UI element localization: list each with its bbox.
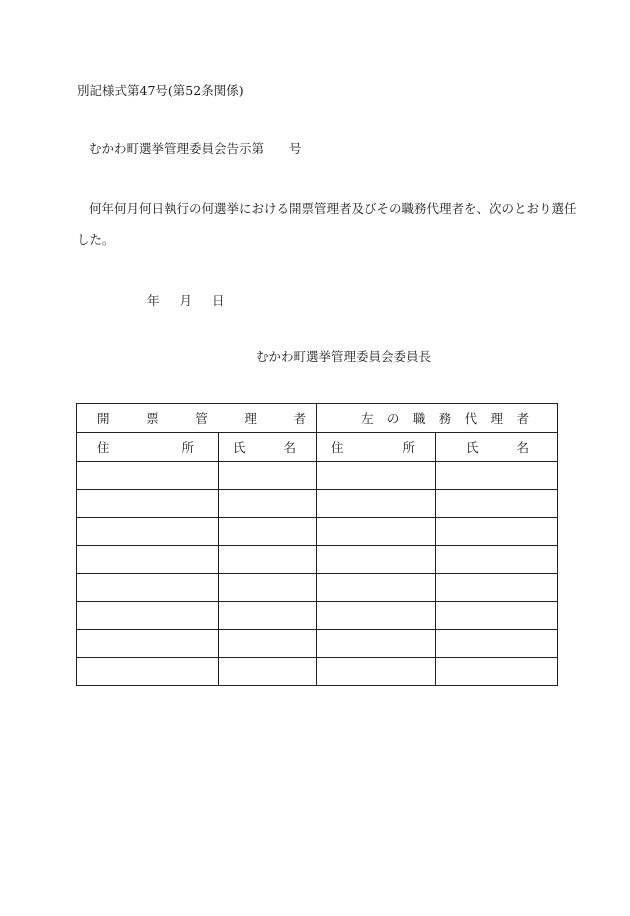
date-month: 月: [179, 293, 193, 308]
body-text-line-1: 何年何月何日執行の何選挙における開票管理者及びその職務代理者を、次のとおり選任: [89, 201, 577, 216]
deputy-name-cell: [436, 630, 558, 658]
deputy-address-cell: [317, 658, 436, 686]
deputy-address-cell: [317, 630, 436, 658]
deputy-header-char: の: [386, 411, 400, 426]
deputy-address-cell: [317, 546, 436, 574]
manager-address-cell: [77, 574, 219, 602]
manager-name-cell: [219, 630, 317, 658]
table-row: [77, 630, 558, 658]
deputy-name-cell: [436, 518, 558, 546]
table-row: [77, 574, 558, 602]
group-header-row: [77, 404, 558, 433]
deputy-name-cell: [436, 658, 558, 686]
manager-header-char: 票: [146, 411, 159, 426]
deputy-address-cell: [317, 518, 436, 546]
deputy-name-cell: [436, 574, 558, 602]
manager-address-cell: [77, 546, 219, 574]
table-row: [77, 462, 558, 490]
manager-name-cell: [219, 574, 317, 602]
form-number: 別記様式第47号(第52条関係): [77, 83, 244, 98]
deputy-address-cell: [317, 574, 436, 602]
manager-header-char: 者: [293, 411, 307, 426]
date-line: [147, 293, 225, 309]
deputy-header-char: 者: [516, 411, 529, 426]
deputy-header-char: 代: [464, 411, 478, 426]
manager-header-char: 理: [244, 411, 257, 426]
manager-address-cell: [77, 462, 219, 490]
deputy-header-char: 左: [361, 411, 374, 426]
date-year: 年: [147, 293, 160, 308]
deputy-address-cell: [317, 490, 436, 518]
table-row: [77, 490, 558, 518]
manager-address-cell: [77, 602, 219, 630]
manager-header-char: 管: [195, 411, 208, 426]
notice-title: むかわ町選挙管理委員会告示第 号: [89, 141, 302, 156]
deputy-address-header: 住 所: [317, 433, 436, 462]
manager-name-header: 氏 名: [219, 433, 317, 462]
table-row: [77, 602, 558, 630]
sub-header-row: [77, 433, 558, 462]
manager-address-cell: [77, 658, 219, 686]
deputy-address-cell: [317, 602, 436, 630]
manager-header: [77, 404, 317, 433]
deputy-name-cell: [436, 546, 558, 574]
signer-title: むかわ町選挙管理委員会委員長: [256, 349, 432, 364]
body-text-line-2: した。: [77, 232, 115, 247]
table-row: [77, 658, 558, 686]
deputy-name-cell: [436, 602, 558, 630]
manager-address-header: 住 所: [77, 433, 219, 462]
manager-name-cell: [219, 658, 317, 686]
table-row: [77, 518, 558, 546]
manager-name-cell: [219, 602, 317, 630]
deputy-address-cell: [317, 462, 436, 490]
appointment-table: [76, 403, 558, 686]
manager-address-cell: [77, 490, 219, 518]
manager-name-cell: [219, 490, 317, 518]
deputy-name-cell: [436, 462, 558, 490]
deputy-name-cell: [436, 490, 558, 518]
deputy-header-char: 務: [438, 411, 452, 426]
deputy-header: [317, 404, 558, 433]
date-day: 日: [212, 293, 225, 308]
deputy-header-char: 職: [412, 411, 426, 426]
manager-name-cell: [219, 518, 317, 546]
manager-address-cell: [77, 630, 219, 658]
manager-name-cell: [219, 462, 317, 490]
deputy-name-header: 氏 名: [436, 433, 558, 462]
table-row: [77, 546, 558, 574]
manager-name-cell: [219, 546, 317, 574]
manager-address-cell: [77, 518, 219, 546]
manager-header-char: 開: [97, 411, 110, 426]
deputy-header-char: 理: [490, 411, 504, 426]
